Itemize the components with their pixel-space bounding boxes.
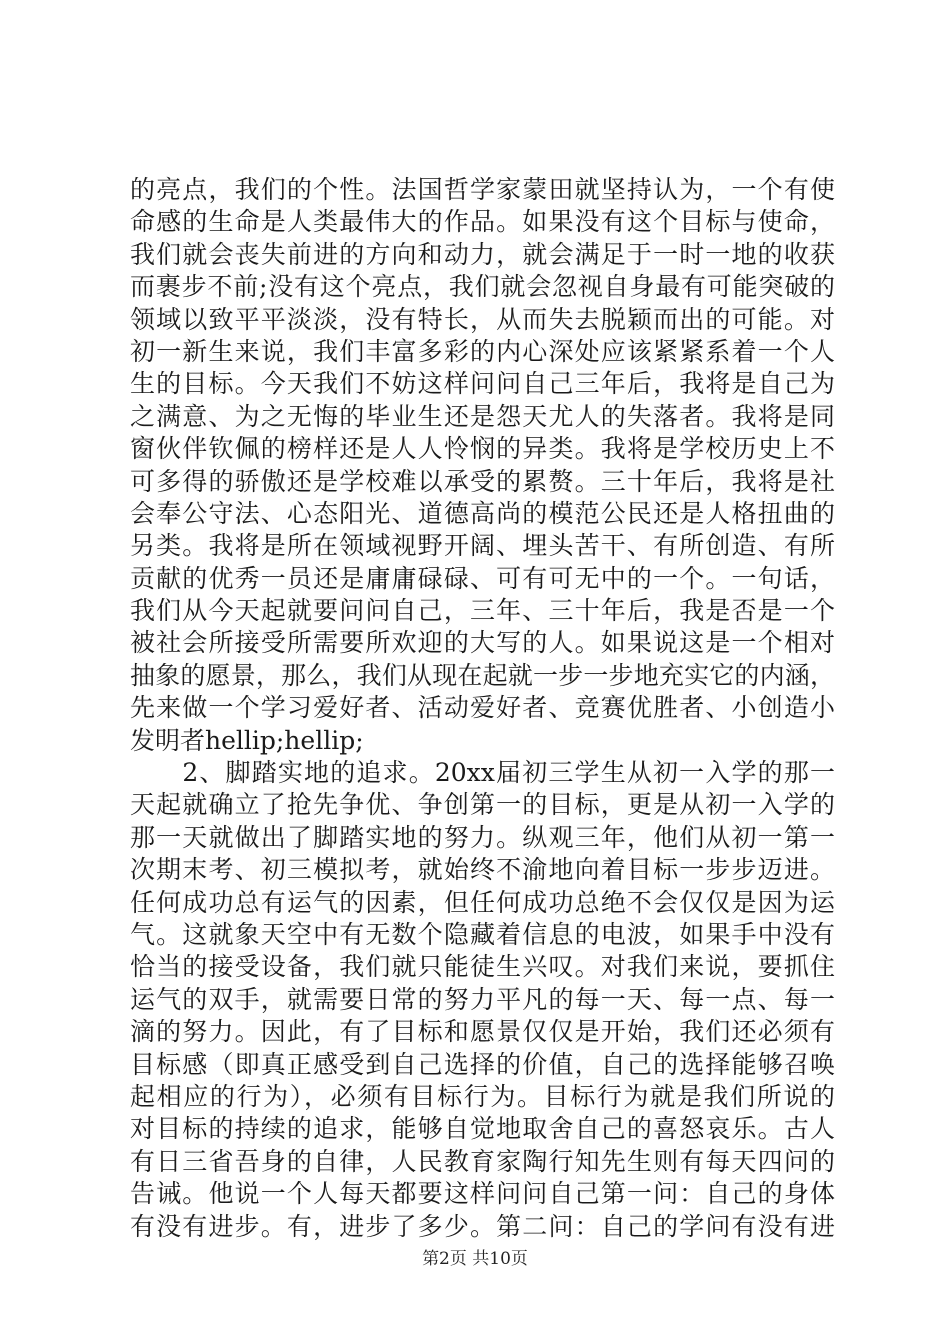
text-line: 贡献的优秀一员还是庸庸碌碌、可有可无中的一个。一句话， (130, 563, 835, 593)
text-line: 生的目标。今天我们不妨这样问问自己三年后，我将是自己为 (130, 369, 835, 399)
text-line: 有没有进步。有，进步了多少。第二问：自己的学问有没有进 (130, 1211, 835, 1241)
text-line: 恰当的接受设备，我们就只能徒生兴叹。对我们来说，要抓住 (130, 952, 835, 982)
text-line: 任何成功总有运气的因素，但任何成功总绝不会仅仅是因为运 (130, 887, 835, 917)
text-line: 另类。我将是所在领域视野开阔、埋头苦干、有所创造、有所 (130, 531, 835, 561)
text-line: 次期末考、初三模拟考，就始终不渝地向着目标一步步迈进。 (130, 855, 835, 885)
text-line: 之满意、为之无悔的毕业生还是怨天尤人的失落者。我将是同 (130, 401, 835, 431)
text-line: 可多得的骄傲还是学校难以承受的累赘。三十年后，我将是社 (130, 466, 835, 496)
text-line: 滴的努力。因此，有了目标和愿景仅仅是开始，我们还必须有 (130, 1017, 835, 1047)
text-line: 先来做一个学习爱好者、活动爱好者、竞赛优胜者、小创造小 (130, 693, 835, 723)
text-line: 2、脚踏实地的追求。20xx届初三学生从初一入学的那一 (130, 758, 835, 788)
text-line: 初一新生来说，我们丰富多彩的内心深处应该紧紧系着一个人 (130, 336, 835, 366)
body-text (130, 174, 835, 1243)
text-line: 领域以致平平淡淡，没有特长，从而失去脱颖而出的可能。对 (130, 304, 835, 334)
text-line: 有日三省吾身的自律，人民教育家陶行知先生则有每天四问的 (130, 1146, 835, 1176)
text-line: 而裹步不前;没有这个亮点，我们就会忽视自身最有可能突破的 (130, 272, 835, 302)
text-line: 天起就确立了抢先争优、争创第一的目标，更是从初一入学的 (130, 790, 835, 820)
text-line: 气。这就象天空中有无数个隐藏着信息的电波，如果手中没有 (130, 919, 835, 949)
text-line: 目标感（即真正感受到自己选择的价值，自己的选择能够召唤 (130, 1049, 835, 1079)
text-line: 命感的生命是人类最伟大的作品。如果没有这个目标与使命， (130, 207, 835, 237)
text-line: 告诫。他说一个人每天都要这样问问自己第一问：自己的身体 (130, 1179, 835, 1209)
text-line: 会奉公守法、心态阳光、道德高尚的模范公民还是人格扭曲的 (130, 498, 835, 528)
text-line: 发明者hellip;hellip; (130, 725, 364, 755)
page-footer: 第2页 共10页 (422, 1249, 528, 1269)
text-line: 我们就会丧失前进的方向和动力，就会满足于一时一地的收获 (130, 239, 835, 269)
text-line: 运气的双手，就需要日常的努力平凡的每一天、每一点、每一 (130, 984, 835, 1014)
text-line: 的亮点，我们的个性。法国哲学家蒙田就坚持认为，一个有使 (130, 175, 835, 204)
text-line: 那一天就做出了脚踏实地的努力。纵观三年，他们从初一第一 (130, 822, 835, 852)
text-line: 起相应的行为），必须有目标行为。目标行为就是我们所说的 (130, 1081, 835, 1111)
text-line: 我们从今天起就要问问自己，三年、三十年后，我是否是一个 (130, 596, 835, 626)
text-line: 对目标的持续的追求，能够自觉地取舍自己的喜怒哀乐。古人 (130, 1114, 835, 1144)
text-line: 窗伙伴钦佩的榜样还是人人怜悯的异类。我将是学校历史上不 (130, 434, 835, 464)
text-line: 被社会所接受所需要所欢迎的大写的人。如果说这是一个相对 (130, 628, 835, 658)
text-line: 抽象的愿景，那么，我们从现在起就一步一步地充实它的内涵， (130, 660, 835, 690)
